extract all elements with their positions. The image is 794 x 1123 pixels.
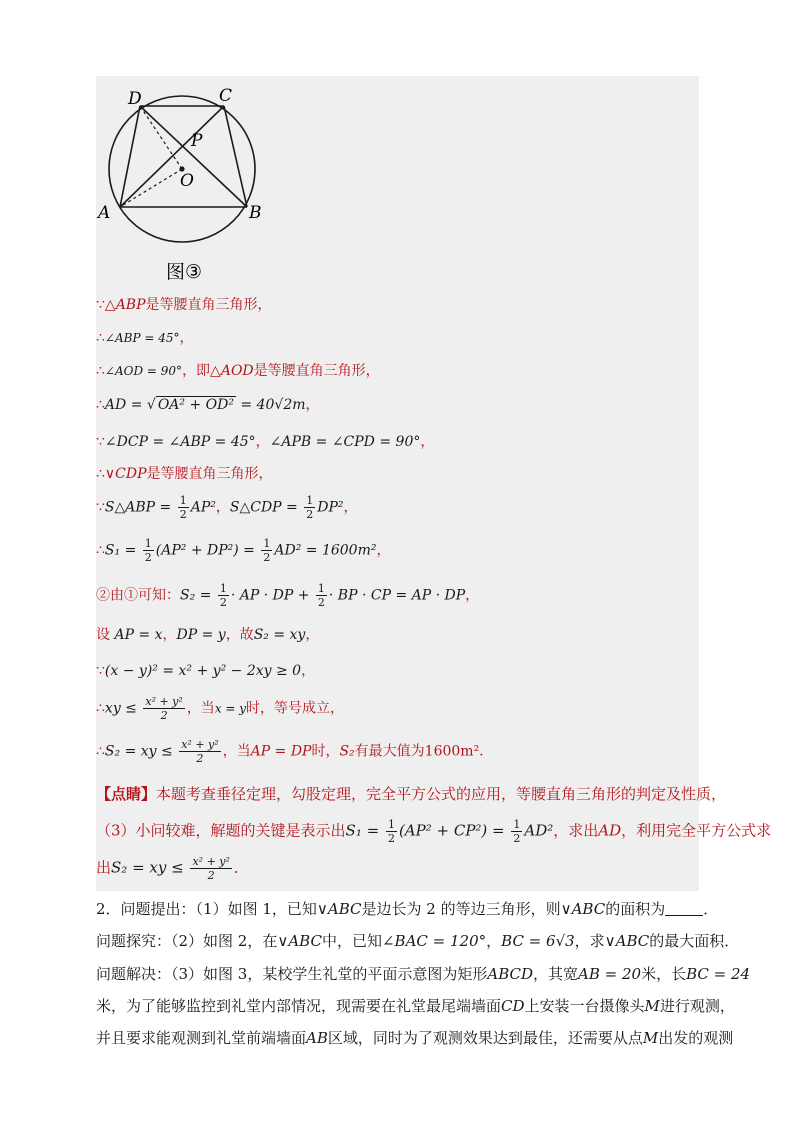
label-a: A [98, 203, 111, 223]
question-line-5: 并且要求能观测到礼堂前端墙面AB区域，同时为了观测效果达到最佳，还需要从点M出发的观测 [96, 1029, 734, 1047]
question-line-3: 问题解决：（3）如图 3，某校学生礼堂的平面示意图为矩形ABCD，其宽AB = 20米，长BC = 24 [96, 965, 751, 983]
dashed-oa [120, 169, 182, 207]
fraction: $\frac{1}{2}$ [144, 537, 152, 564]
fraction: $\frac{\text{x² + y²}}{2}$ [192, 855, 230, 882]
figure-caption: 图③ [166, 261, 203, 283]
fraction: $\frac{\text{x² + y²}}{2}$ [145, 695, 183, 722]
geometry-figure [96, 78, 296, 288]
line-6: ∴∨CDP是等腰直角三角形， [96, 466, 273, 482]
line-4: ∴AD = √ OA² + OD² = 40√2m， [96, 397, 320, 413]
segment-bc [224, 106, 247, 207]
line-15: （3）小问较难，解题的关键是表示出S₁ = $\frac{1}{2}$ (AP² + CP²) = $\frac{1}{2}$ AD²，求出AD，利用完全平方公式求 [96, 818, 772, 845]
line-16: 出S₂ = xy ≤ $\frac{\text{x² + y²}}{2}$ ． [96, 855, 249, 882]
line-8: ∴S₁ = $\frac{1}{2}$ (AP² + DP²) = $\frac{1}{2}$ AD² = 1600m²， [96, 537, 391, 564]
line-11: ∵(x − y)² = x² + y² − 2xy ≥ 0， [96, 663, 316, 679]
fraction: $\frac{1}{2}$ [306, 494, 314, 521]
question-line-1: 2．问题提出：（1）如图 1，已知∨ABC是边长为 2 的等边三角形，则∨ABC的面积为 ． [96, 900, 719, 918]
fraction: $\frac{1}{2}$ [263, 537, 271, 564]
question-line-4: 米，为了能够监控到礼堂内部情况，现需要在礼堂最尾端墙面CD上安装一台摄像头M进行观测， [96, 997, 735, 1015]
line-9: ②由①可知：S₂ = $\frac{1}{2}$ · AP · DP + $\frac{1}{2}$ · BP · CP = AP · DP， [96, 582, 480, 609]
fraction: $\frac{1}{2}$ [219, 582, 227, 609]
fraction: $\frac{1}{2}$ [179, 494, 187, 521]
line-13: ∴S₂ = xy ≤ $\frac{\text{x² + y²}}{2}$ ，当AP = DP时，S₂有最大值为1600m²． [96, 738, 494, 765]
label-d: D [128, 89, 142, 109]
answer-blank[interactable] [665, 901, 703, 916]
line-7: ∵S△ABP = $\frac{1}{2}$ AP²，S△CDP = $\frac{1}{2}$ DP²， [96, 494, 358, 521]
diagonal-ac [120, 106, 224, 207]
segment-ad [120, 106, 140, 207]
fraction: $\frac{\text{x² + y²}}{2}$ [181, 738, 219, 765]
question-line-2: 问题探究：（2）如图 2，在∨ABC中，已知∠BAC = 120°，BC = 6√3，求∨ABC的最大面积． [96, 932, 740, 950]
fraction: $\frac{1}{2}$ [317, 582, 325, 609]
line-5: ∵∠DCP = ∠ABP = 45°，∠APB = ∠CPD = 90°， [96, 434, 435, 450]
fraction: $\frac{1}{2}$ [387, 818, 395, 845]
label-b: B [249, 203, 262, 223]
line-1: ∵△ABP是等腰直角三角形， [96, 297, 272, 313]
line-14-note: 【点睛】本题考查垂径定理，勾股定理，完全平方公式的应用，等腰直角三角形的判定及性质， [96, 785, 727, 803]
line-3: ∴∠AOD = 90°，即△AOD是等腰直角三角形， [96, 363, 380, 379]
diagonal-bd [140, 106, 247, 207]
line-12: ∴xy ≤ $\frac{\text{x² + y²}}{2}$ ，当x = y时，等号成立， [96, 695, 345, 722]
dashed-od [140, 106, 182, 169]
fraction: $\frac{1}{2}$ [513, 818, 521, 845]
label-c: C [219, 86, 233, 106]
line-10: 设 AP = x，DP = y，故S₂ = xy， [96, 627, 320, 643]
label-p: P [191, 131, 203, 151]
label-o: O [180, 171, 194, 191]
line-2: ∴∠ABP = 45°， [96, 330, 194, 346]
